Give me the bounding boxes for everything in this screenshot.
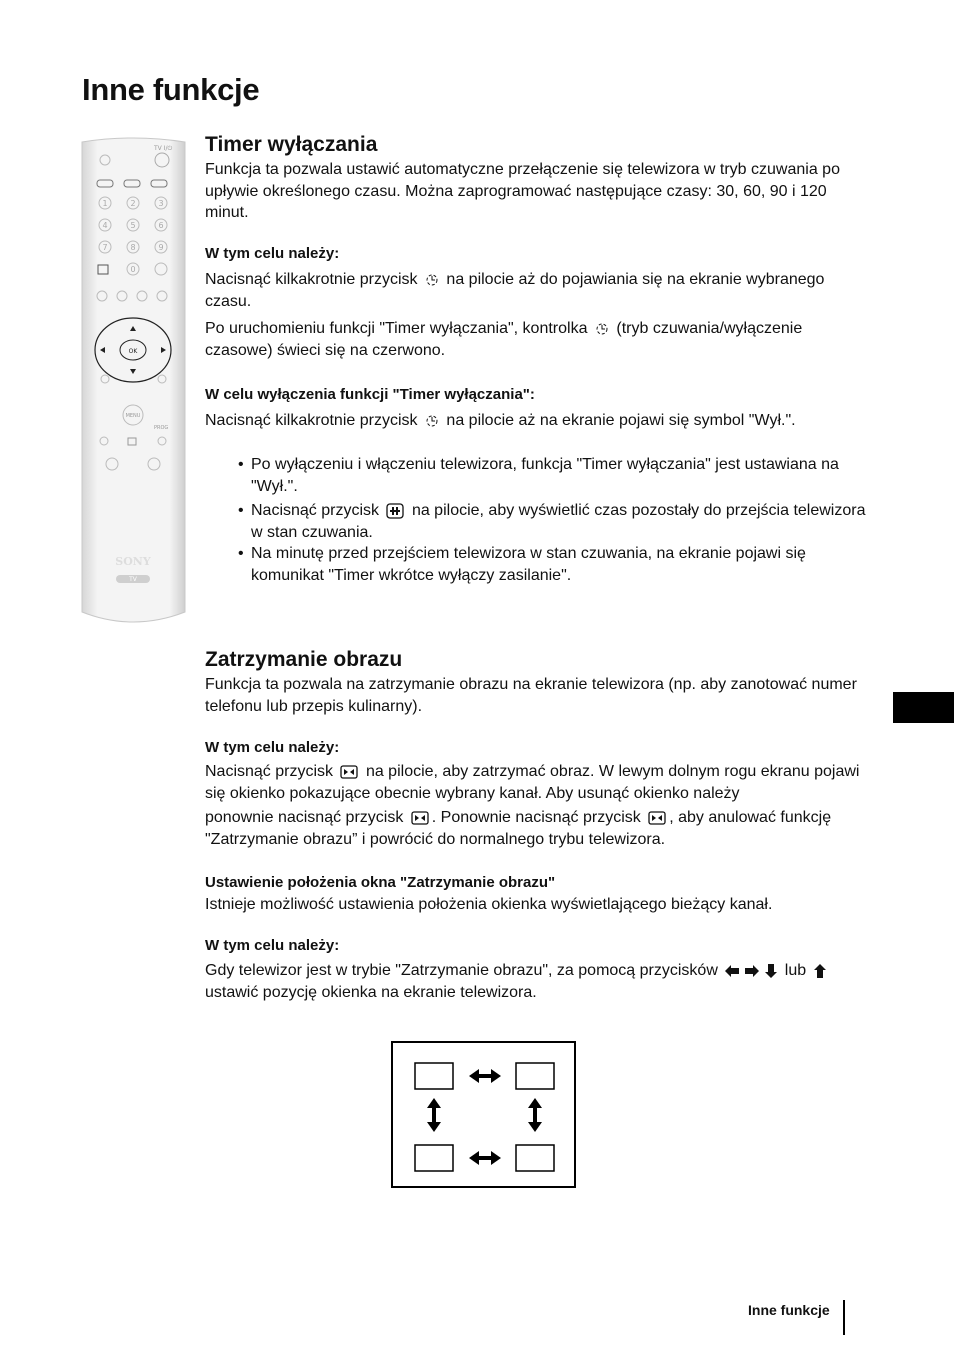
window-bottom-right: [516, 1145, 554, 1171]
timer-note-3: • Na minutę przed przejściem telewizora w stan czuwania, na ekranie pojawi się komunikat "Timer wkrótce wyłączy zasilanie".: [238, 545, 806, 584]
arrow-left-icon: [725, 965, 739, 977]
arrow-right-icon: [745, 965, 759, 977]
svg-text:5: 5: [130, 221, 136, 230]
vertical-arrow-left: [427, 1098, 441, 1132]
horizontal-arrow-bottom: [469, 1151, 501, 1165]
freeze-position-title: Ustawienie położenia okna "Zatrzymanie obrazu": [205, 874, 556, 891]
svg-text:8: 8: [130, 243, 136, 252]
sleep-timer-icon: [425, 273, 439, 287]
freeze-intro: Funkcja ta pozwala na zatrzymanie obrazu na ekranie telewizora (np. aby zanotować numer telefonu lub przepis kulinarny).: [205, 676, 857, 715]
timer-how-title: W tym celu należy:: [205, 245, 340, 262]
freeze-position-text: Istnieje możliwość ustawienia położenia okienka wyświetlającego bieżący kanał.: [205, 896, 773, 913]
svg-text:PROG: PROG: [154, 425, 169, 431]
freeze-button-icon: [411, 811, 429, 825]
timer-note-2: • Nacisnąć przycisk na pilocie, aby wyświetlić czas pozostały do przejścia telewizora w stan czuwania.: [238, 502, 866, 541]
timer-off-title: W celu wyłączenia funkcji "Timer wyłączania":: [205, 386, 535, 403]
svg-text:MENU: MENU: [125, 413, 141, 419]
page-title: Inne funkcje: [82, 72, 260, 107]
timer-note-1: • Po wyłączeniu i włączeniu telewizora, funkcja "Timer wyłączania" jest ustawiana na "Wył.".: [238, 456, 839, 495]
section-tab-marker: [893, 692, 954, 723]
window-bottom-left: [415, 1145, 453, 1171]
svg-text:3: 3: [158, 199, 164, 208]
info-button-icon: [386, 503, 404, 519]
svg-text:9: 9: [158, 243, 164, 252]
section-heading-timer: Timer wyłączania: [205, 133, 378, 156]
footer-section-label: Inne funkcje: [748, 1302, 830, 1318]
freeze-how2-title: W tym celu należy:: [205, 937, 340, 954]
window-top-left: [415, 1063, 453, 1089]
standby-timer-icon: [595, 322, 609, 336]
svg-text:7: 7: [102, 243, 108, 252]
horizontal-arrow-top: [469, 1069, 501, 1083]
section-heading-freeze: Zatrzymanie obrazu: [205, 648, 403, 671]
timer-off-step: Nacisnąć kilkakrotnie przycisk na pilocie aż na ekranie pojawi się symbol "Wył.".: [205, 412, 796, 429]
timer-how-step1: Nacisnąć kilkakrotnie przycisk na pilocie aż do pojawiania się na ekranie wybranego czasu.: [205, 271, 825, 310]
freeze-button-icon: [648, 811, 666, 825]
svg-text:2: 2: [130, 199, 136, 208]
remote-control-illustration: [80, 136, 187, 626]
svg-text:1: 1: [102, 199, 108, 208]
window-position-diagram: [391, 1041, 576, 1188]
svg-text:4: 4: [102, 221, 108, 230]
freeze-how-text: Nacisnąć przycisk na pilocie, aby zatrzymać obraz. W lewym dolnym rogu ekranu pojawi się okienko pokazujące obecnie wybrany kanał. Aby usunąć okienko należy ponownie nacisnąć przycisk . Ponownie nacisnąć przycisk , aby anulować funkcję "Zatrzymanie obrazu” i powrócić do normalnego trybu telewizora.: [205, 763, 860, 848]
svg-text:TV: TV: [129, 576, 137, 583]
svg-text:TV I/⏻: TV I/⏻: [154, 145, 173, 152]
timer-intro: Funkcja ta pozwala ustawić automatyczne przełączenie się telewizora w tryb czuwania po upływie określonego czasu. Można zaprogramować następujące czasy: 30, 60, 90 i 120 minut.: [205, 161, 840, 221]
timer-how-step2: Po uruchomieniu funkcji "Timer wyłączania", kontrolka (tryb czuwania/wyłączenie czasowe) świeci się na czerwono.: [205, 320, 803, 359]
freeze-how2-text: Gdy telewizor jest w trybie "Zatrzymanie obrazu", za pomocą przycisków lub ustawić pozycję okienka na ekranie telewizora.: [205, 960, 877, 1003]
svg-text:6: 6: [158, 221, 164, 230]
window-top-right: [516, 1063, 554, 1089]
svg-text:0: 0: [130, 265, 136, 274]
freeze-button-icon: [340, 765, 358, 779]
svg-text:OK: OK: [128, 348, 138, 355]
sleep-timer-icon: [425, 414, 439, 428]
footer-divider: [843, 1300, 845, 1335]
vertical-arrow-right: [528, 1098, 542, 1132]
freeze-how-title: W tym celu należy:: [205, 739, 340, 756]
svg-text:SONY: SONY: [115, 555, 151, 568]
arrow-up-icon: [814, 964, 826, 978]
arrow-down-icon: [765, 964, 777, 978]
